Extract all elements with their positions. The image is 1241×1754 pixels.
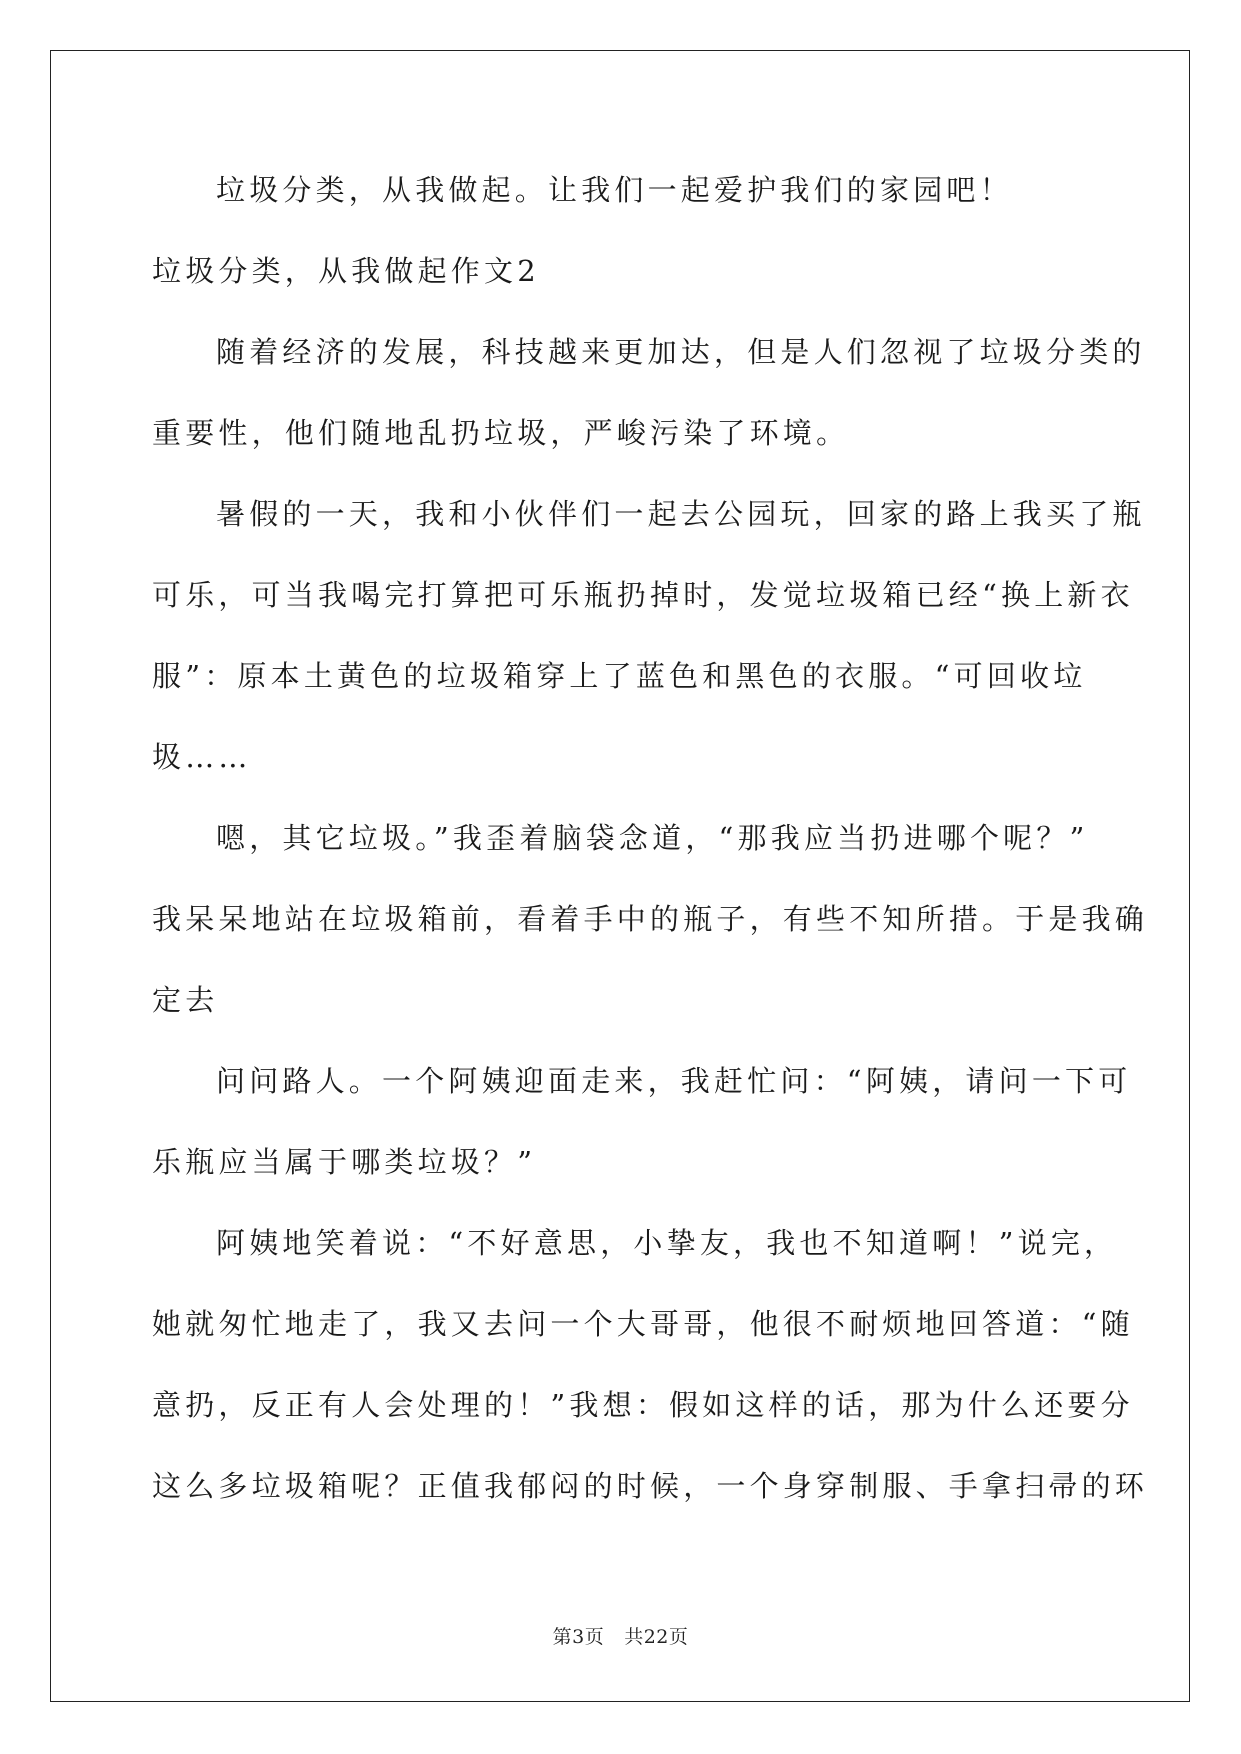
text-line: 意扔，反正有人会处理的！”我想：假如这样的话，那为什么还要分 <box>152 1388 1134 1422</box>
page-number: 第3页 <box>552 1626 605 1648</box>
text-line: 定去 <box>152 983 219 1017</box>
page-footer <box>0 1622 1241 1649</box>
text-line: 垃圾分类，从我做起。让我们一起爱护我们的家园吧！ <box>216 173 1013 207</box>
text-line: 乐瓶应当属于哪类垃圾？” <box>152 1145 537 1179</box>
section-heading: 垃圾分类，从我做起作文2 <box>152 254 540 288</box>
text-line: 随着经济的发展，科技越来更加达，但是人们忽视了垃圾分类的 <box>216 335 1146 369</box>
text-line: 暑假的一天，我和小伙伴们一起去公园玩，回家的路上我买了瓶 <box>216 497 1146 531</box>
text-line: 嗯，其它垃圾。”我歪着脑袋念道，“那我应当扔进哪个呢？” <box>216 821 1089 855</box>
text-line: 服”：原本土黄色的垃圾箱穿上了蓝色和黑色的衣服。“可回收垃 <box>152 659 1087 693</box>
text-line: 可乐，可当我喝完打算把可乐瓶扔掉时，发觉垃圾箱已经“换上新衣 <box>152 578 1134 612</box>
text-line: 阿姨地笑着说：“不好意思，小挚友，我也不知道啊！”说完， <box>216 1226 1118 1260</box>
text-line: 重要性，他们随地乱扔垃圾，严峻污染了环境。 <box>152 416 850 450</box>
document-body <box>152 163 1149 1540</box>
page-total: 共22页 <box>624 1626 689 1648</box>
text-line: 我呆呆地站在垃圾箱前，看着手中的瓶子，有些不知所措。于是我确 <box>152 902 1149 936</box>
text-line: 问问路人。一个阿姨迎面走来，我赶忙问：“阿姨，请问一下可 <box>216 1064 1132 1098</box>
text-line: 她就匆忙地走了，我又去问一个大哥哥，他很不耐烦地回答道：“随 <box>152 1307 1134 1341</box>
text-line: 圾…… <box>152 740 252 774</box>
text-line: 这么多垃圾箱呢？正值我郁闷的时候，一个身穿制服、手拿扫帚的环 <box>152 1469 1149 1503</box>
